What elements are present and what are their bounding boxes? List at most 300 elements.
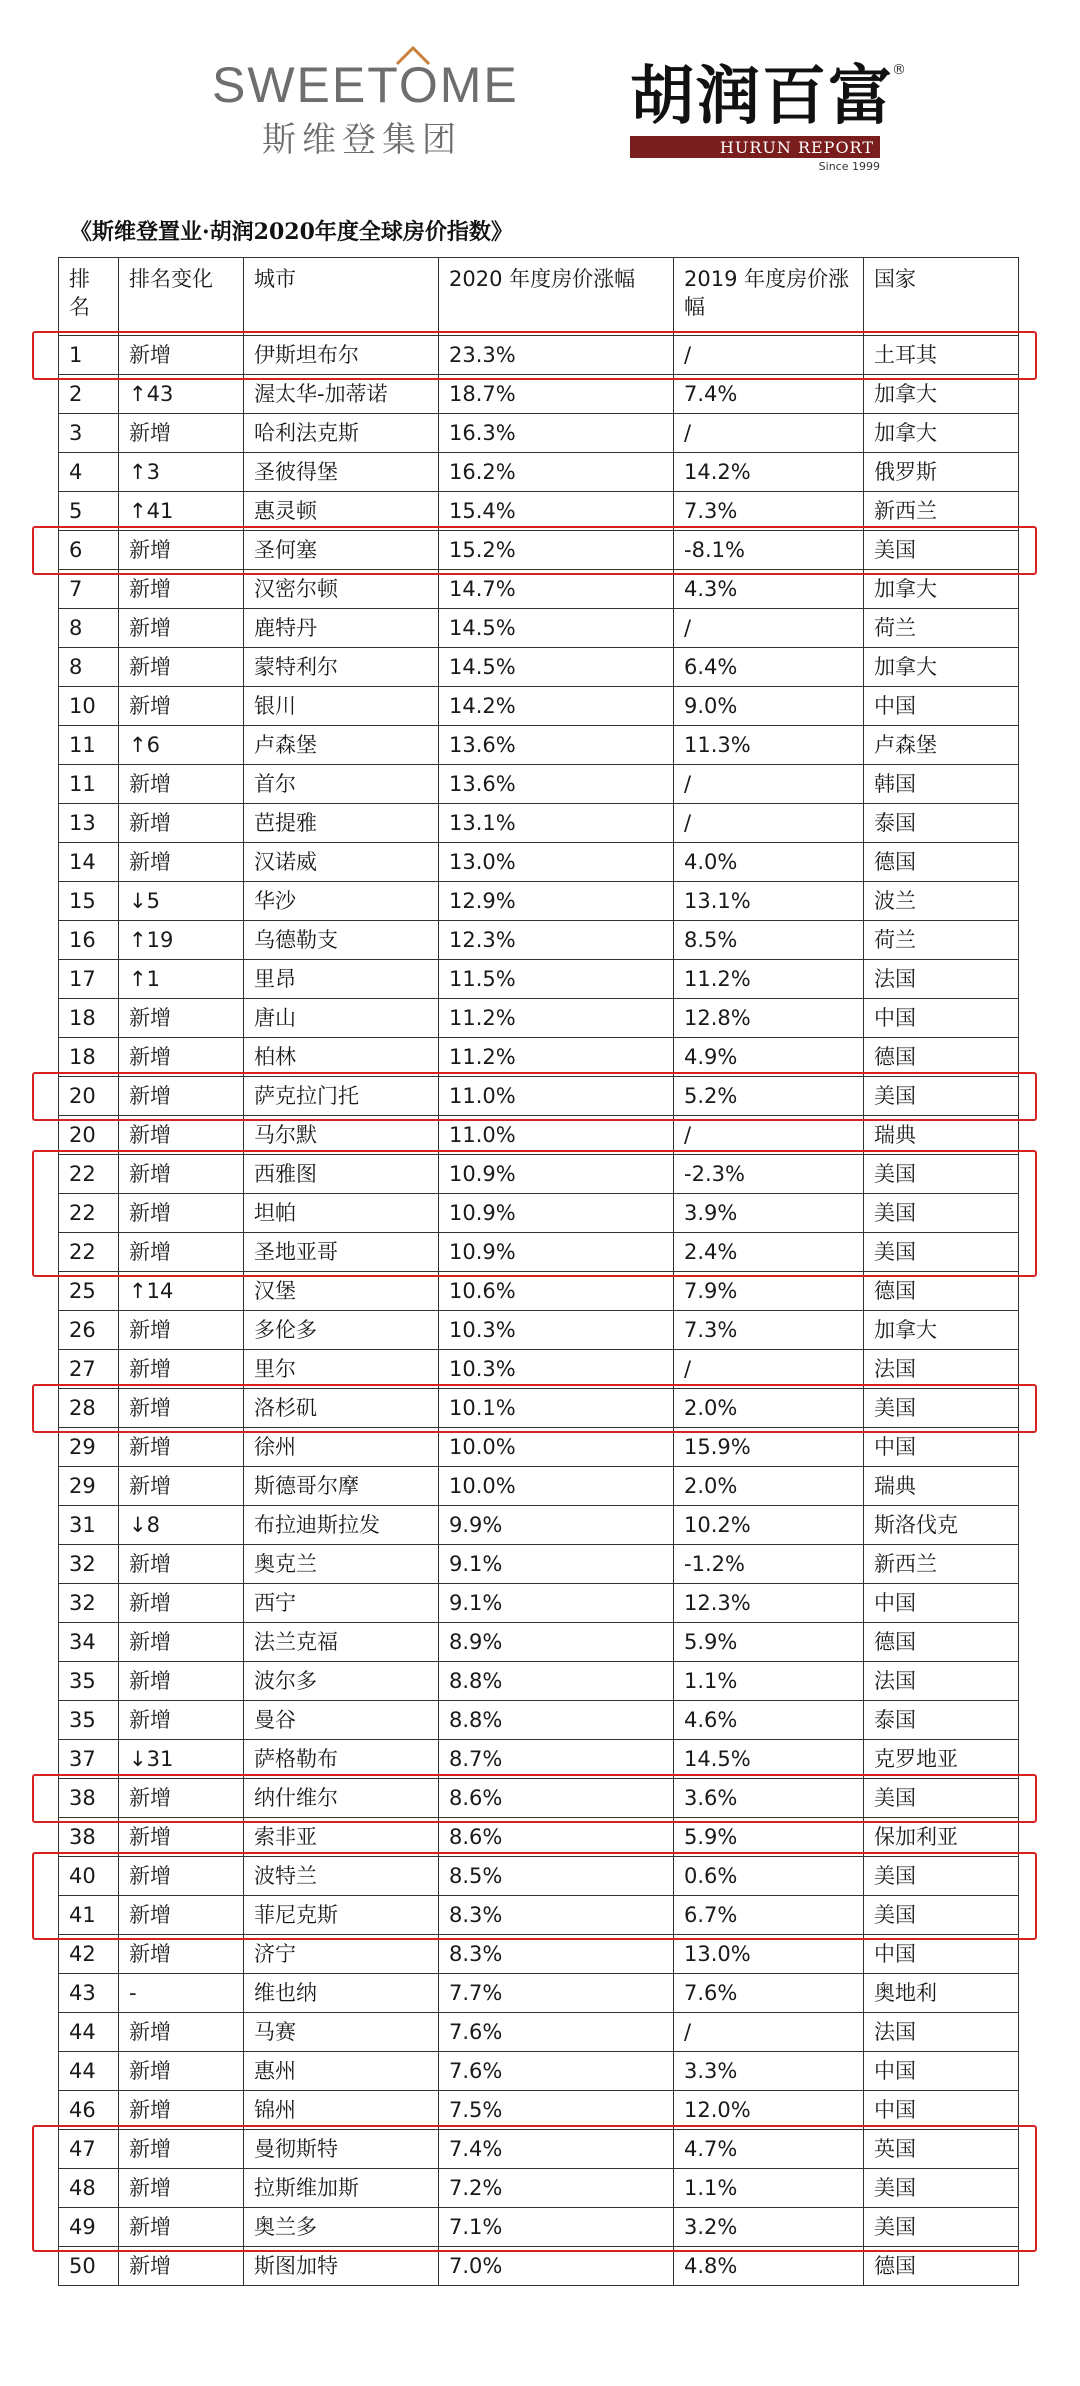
table-row	[59, 726, 1019, 765]
country-cell: 加拿大	[864, 375, 1019, 414]
growth-2019-cell: 2.4%	[674, 1233, 864, 1272]
country-cell: 俄罗斯	[864, 453, 1019, 492]
table-row	[59, 687, 1019, 726]
header-growth-2019: 2019 年度房价涨幅	[674, 258, 864, 336]
growth-2020-cell: 11.2%	[439, 1038, 674, 1077]
table-row	[59, 2208, 1019, 2247]
growth-2020-cell: 10.3%	[439, 1311, 674, 1350]
country-cell: 泰国	[864, 804, 1019, 843]
city-cell: 伊斯坦布尔	[244, 336, 439, 375]
rank-change-cell: 新增	[119, 1116, 244, 1155]
country-cell: 英国	[864, 2130, 1019, 2169]
city-cell: 徐州	[244, 1428, 439, 1467]
city-cell: 里尔	[244, 1350, 439, 1389]
rank-change-cell: -	[119, 1974, 244, 2013]
rank-cell: 48	[59, 2169, 119, 2208]
growth-2020-cell: 11.2%	[439, 999, 674, 1038]
growth-2020-cell: 14.7%	[439, 570, 674, 609]
table-row	[59, 921, 1019, 960]
growth-2019-cell: 5.2%	[674, 1077, 864, 1116]
rank-change-cell: 新增	[119, 1545, 244, 1584]
rank-change-cell: ↑3	[119, 453, 244, 492]
header-rank: 排名	[59, 258, 119, 336]
country-cell: 德国	[864, 2247, 1019, 2286]
country-cell: 加拿大	[864, 1311, 1019, 1350]
rank-change-cell: 新增	[119, 687, 244, 726]
table-row	[59, 1116, 1019, 1155]
country-cell: 加拿大	[864, 648, 1019, 687]
rank-cell: 44	[59, 2013, 119, 2052]
rank-change-cell: 新增	[119, 765, 244, 804]
table-row	[59, 2052, 1019, 2091]
rank-cell: 13	[59, 804, 119, 843]
growth-2020-cell: 14.2%	[439, 687, 674, 726]
growth-2020-cell: 8.9%	[439, 1623, 674, 1662]
rank-change-cell: 新增	[119, 1779, 244, 1818]
growth-2019-cell: 7.3%	[674, 492, 864, 531]
rank-change-cell: 新增	[119, 648, 244, 687]
city-cell: 鹿特丹	[244, 609, 439, 648]
house-price-index-table	[58, 257, 1019, 2286]
country-cell: 卢森堡	[864, 726, 1019, 765]
country-cell: 德国	[864, 1038, 1019, 1077]
growth-2020-cell: 7.4%	[439, 2130, 674, 2169]
growth-2020-cell: 7.5%	[439, 2091, 674, 2130]
rank-change-cell: 新增	[119, 2208, 244, 2247]
rank-change-cell: 新增	[119, 843, 244, 882]
growth-2020-cell: 11.0%	[439, 1077, 674, 1116]
table-row	[59, 1233, 1019, 1272]
table-row	[59, 1389, 1019, 1428]
country-cell: 法国	[864, 1350, 1019, 1389]
growth-2019-cell: /	[674, 1116, 864, 1155]
growth-2020-cell: 8.8%	[439, 1701, 674, 1740]
table-row	[59, 531, 1019, 570]
city-cell: 斯图加特	[244, 2247, 439, 2286]
table-row	[59, 843, 1019, 882]
table-row	[59, 1584, 1019, 1623]
city-cell: 锦州	[244, 2091, 439, 2130]
rank-cell: 28	[59, 1389, 119, 1428]
growth-2020-cell: 9.1%	[439, 1545, 674, 1584]
growth-2020-cell: 13.6%	[439, 726, 674, 765]
growth-2019-cell: 5.9%	[674, 1623, 864, 1662]
rank-change-cell: 新增	[119, 999, 244, 1038]
table-row	[59, 1857, 1019, 1896]
country-cell: 土耳其	[864, 336, 1019, 375]
country-cell: 德国	[864, 1272, 1019, 1311]
rank-change-cell: 新增	[119, 1584, 244, 1623]
rank-change-cell: 新增	[119, 1077, 244, 1116]
country-cell: 德国	[864, 843, 1019, 882]
growth-2019-cell: 5.9%	[674, 1818, 864, 1857]
sweetome-chinese-name: 斯维登集团	[262, 120, 462, 160]
city-cell: 汉密尔顿	[244, 570, 439, 609]
city-cell: 纳什维尔	[244, 1779, 439, 1818]
country-cell: 德国	[864, 1623, 1019, 1662]
table-row	[59, 882, 1019, 921]
growth-2020-cell: 13.0%	[439, 843, 674, 882]
city-cell: 法兰克福	[244, 1623, 439, 1662]
growth-2019-cell: 7.4%	[674, 375, 864, 414]
country-cell: 波兰	[864, 882, 1019, 921]
rank-cell: 15	[59, 882, 119, 921]
table-row	[59, 1272, 1019, 1311]
rank-cell: 38	[59, 1779, 119, 1818]
table-row	[59, 999, 1019, 1038]
city-cell: 华沙	[244, 882, 439, 921]
city-cell: 唐山	[244, 999, 439, 1038]
table-row	[59, 453, 1019, 492]
rank-cell: 7	[59, 570, 119, 609]
rank-change-cell: 新增	[119, 2091, 244, 2130]
rank-cell: 22	[59, 1233, 119, 1272]
city-cell: 济宁	[244, 1935, 439, 1974]
growth-2020-cell: 12.3%	[439, 921, 674, 960]
rank-change-cell: 新增	[119, 804, 244, 843]
rank-change-cell: 新增	[119, 414, 244, 453]
growth-2020-cell: 7.7%	[439, 1974, 674, 2013]
rank-cell: 10	[59, 687, 119, 726]
table-row	[59, 1896, 1019, 1935]
rank-cell: 14	[59, 843, 119, 882]
rank-cell: 1	[59, 336, 119, 375]
rank-cell: 44	[59, 2052, 119, 2091]
country-cell: 美国	[864, 1233, 1019, 1272]
rank-change-cell: 新增	[119, 1935, 244, 1974]
country-cell: 荷兰	[864, 609, 1019, 648]
growth-2019-cell: /	[674, 765, 864, 804]
table-row	[59, 1077, 1019, 1116]
growth-2020-cell: 8.5%	[439, 1857, 674, 1896]
rank-cell: 20	[59, 1077, 119, 1116]
growth-2019-cell: /	[674, 2013, 864, 2052]
rank-change-cell: 新增	[119, 1662, 244, 1701]
rank-change-cell: 新增	[119, 2013, 244, 2052]
growth-2020-cell: 13.6%	[439, 765, 674, 804]
growth-2020-cell: 16.2%	[439, 453, 674, 492]
city-cell: 奥兰多	[244, 2208, 439, 2247]
growth-2020-cell: 7.6%	[439, 2013, 674, 2052]
rank-cell: 35	[59, 1662, 119, 1701]
rank-cell: 32	[59, 1545, 119, 1584]
table-row	[59, 375, 1019, 414]
growth-2019-cell: 8.5%	[674, 921, 864, 960]
rank-cell: 17	[59, 960, 119, 999]
growth-2019-cell: 1.1%	[674, 2169, 864, 2208]
city-cell: 马尔默	[244, 1116, 439, 1155]
hurun-logo	[630, 60, 910, 173]
growth-2019-cell: 13.1%	[674, 882, 864, 921]
growth-2019-cell: 12.8%	[674, 999, 864, 1038]
country-cell: 加拿大	[864, 414, 1019, 453]
city-cell: 布拉迪斯拉发	[244, 1506, 439, 1545]
growth-2019-cell: /	[674, 414, 864, 453]
rank-cell: 6	[59, 531, 119, 570]
header-growth-2020: 2020 年度房价涨幅	[439, 258, 674, 336]
city-cell: 洛杉矶	[244, 1389, 439, 1428]
growth-2019-cell: 6.7%	[674, 1896, 864, 1935]
rank-change-cell: 新增	[119, 570, 244, 609]
growth-2019-cell: 3.3%	[674, 2052, 864, 2091]
rank-change-cell: 新增	[119, 1818, 244, 1857]
growth-2020-cell: 8.6%	[439, 1779, 674, 1818]
rank-cell: 49	[59, 2208, 119, 2247]
rank-change-cell: 新增	[119, 336, 244, 375]
growth-2020-cell: 10.1%	[439, 1389, 674, 1428]
growth-2019-cell: 10.2%	[674, 1506, 864, 1545]
country-cell: 新西兰	[864, 492, 1019, 531]
city-cell: 圣地亚哥	[244, 1233, 439, 1272]
growth-2020-cell: 15.4%	[439, 492, 674, 531]
city-cell: 萨格勒布	[244, 1740, 439, 1779]
growth-2020-cell: 10.0%	[439, 1428, 674, 1467]
table-row	[59, 1545, 1019, 1584]
rank-change-cell: 新增	[119, 1701, 244, 1740]
country-cell: 新西兰	[864, 1545, 1019, 1584]
country-cell: 美国	[864, 1896, 1019, 1935]
rank-change-cell: 新增	[119, 531, 244, 570]
country-cell: 中国	[864, 687, 1019, 726]
table-row	[59, 1506, 1019, 1545]
table-row	[59, 2013, 1019, 2052]
table-row	[59, 1350, 1019, 1389]
rank-change-cell: 新增	[119, 1857, 244, 1896]
country-cell: 中国	[864, 2091, 1019, 2130]
rank-change-cell: 新增	[119, 1155, 244, 1194]
rank-cell: 47	[59, 2130, 119, 2169]
rank-cell: 29	[59, 1467, 119, 1506]
growth-2019-cell: 4.8%	[674, 2247, 864, 2286]
rank-change-cell: 新增	[119, 1350, 244, 1389]
country-cell: 法国	[864, 2013, 1019, 2052]
growth-2020-cell: 10.0%	[439, 1467, 674, 1506]
growth-2019-cell: 13.0%	[674, 1935, 864, 1974]
rank-cell: 31	[59, 1506, 119, 1545]
rank-cell: 22	[59, 1194, 119, 1233]
rank-change-cell: 新增	[119, 1623, 244, 1662]
rank-change-cell: 新增	[119, 2169, 244, 2208]
growth-2019-cell: 7.9%	[674, 1272, 864, 1311]
city-cell: 西雅图	[244, 1155, 439, 1194]
growth-2019-cell: 15.9%	[674, 1428, 864, 1467]
city-cell: 汉诺威	[244, 843, 439, 882]
table-row	[59, 1038, 1019, 1077]
rank-change-cell: 新增	[119, 1311, 244, 1350]
rank-change-cell: 新增	[119, 1038, 244, 1077]
rank-cell: 46	[59, 2091, 119, 2130]
city-cell: 圣何塞	[244, 531, 439, 570]
rank-cell: 4	[59, 453, 119, 492]
header-city: 城市	[244, 258, 439, 336]
report-title: 《斯维登置业·胡润2020年度全球房价指数》	[70, 219, 513, 245]
growth-2020-cell: 16.3%	[439, 414, 674, 453]
city-cell: 银川	[244, 687, 439, 726]
growth-2019-cell: 1.1%	[674, 1662, 864, 1701]
rank-cell: 42	[59, 1935, 119, 1974]
table-row	[59, 804, 1019, 843]
growth-2020-cell: 10.9%	[439, 1194, 674, 1233]
growth-2020-cell: 10.9%	[439, 1233, 674, 1272]
rank-change-cell: ↓31	[119, 1740, 244, 1779]
city-cell: 里昂	[244, 960, 439, 999]
country-cell: 美国	[864, 2208, 1019, 2247]
growth-2019-cell: 3.9%	[674, 1194, 864, 1233]
rank-change-cell: ↑14	[119, 1272, 244, 1311]
roof-icon	[395, 44, 431, 66]
growth-2019-cell: 0.6%	[674, 1857, 864, 1896]
city-cell: 马赛	[244, 2013, 439, 2052]
country-cell: 克罗地亚	[864, 1740, 1019, 1779]
city-cell: 索非亚	[244, 1818, 439, 1857]
rank-cell: 8	[59, 609, 119, 648]
table-row	[59, 1311, 1019, 1350]
country-cell: 美国	[864, 1077, 1019, 1116]
growth-2019-cell: 11.3%	[674, 726, 864, 765]
table-row	[59, 765, 1019, 804]
table-row	[59, 1194, 1019, 1233]
city-cell: 多伦多	[244, 1311, 439, 1350]
rank-cell: 8	[59, 648, 119, 687]
table-row	[59, 414, 1019, 453]
rank-change-cell: ↓5	[119, 882, 244, 921]
rank-cell: 25	[59, 1272, 119, 1311]
growth-2020-cell: 14.5%	[439, 648, 674, 687]
city-cell: 渥太华-加蒂诺	[244, 375, 439, 414]
city-cell: 斯德哥尔摩	[244, 1467, 439, 1506]
city-cell: 蒙特利尔	[244, 648, 439, 687]
country-cell: 法国	[864, 1662, 1019, 1701]
table-row	[59, 1662, 1019, 1701]
rank-change-cell: 新增	[119, 2130, 244, 2169]
country-cell: 中国	[864, 1584, 1019, 1623]
rank-change-cell: 新增	[119, 609, 244, 648]
table-row	[59, 570, 1019, 609]
city-cell: 维也纳	[244, 1974, 439, 2013]
country-cell: 美国	[864, 1194, 1019, 1233]
rank-cell: 11	[59, 765, 119, 804]
growth-2019-cell: 12.0%	[674, 2091, 864, 2130]
rank-change-cell: ↓8	[119, 1506, 244, 1545]
growth-2019-cell: /	[674, 804, 864, 843]
city-cell: 惠州	[244, 2052, 439, 2091]
rank-change-cell: 新增	[119, 1233, 244, 1272]
table-row	[59, 1740, 1019, 1779]
growth-2020-cell: 8.7%	[439, 1740, 674, 1779]
growth-2020-cell: 10.3%	[439, 1350, 674, 1389]
table-header-row	[59, 258, 1019, 336]
country-cell: 韩国	[864, 765, 1019, 804]
city-cell: 首尔	[244, 765, 439, 804]
sweetome-logo	[212, 56, 519, 162]
city-cell: 圣彼得堡	[244, 453, 439, 492]
header-logos	[0, 0, 1080, 185]
growth-2020-cell: 10.9%	[439, 1155, 674, 1194]
table-row	[59, 2091, 1019, 2130]
country-cell: 中国	[864, 2052, 1019, 2091]
rank-cell: 18	[59, 999, 119, 1038]
growth-2019-cell: 7.6%	[674, 1974, 864, 2013]
table-row	[59, 1623, 1019, 1662]
growth-2020-cell: 11.0%	[439, 1116, 674, 1155]
rank-cell: 29	[59, 1428, 119, 1467]
rank-cell: 40	[59, 1857, 119, 1896]
table-row	[59, 2130, 1019, 2169]
growth-2020-cell: 23.3%	[439, 336, 674, 375]
growth-2019-cell: 7.3%	[674, 1311, 864, 1350]
growth-2019-cell: 12.3%	[674, 1584, 864, 1623]
table-row	[59, 1818, 1019, 1857]
country-cell: 中国	[864, 1428, 1019, 1467]
table-row	[59, 1935, 1019, 1974]
growth-2020-cell: 18.7%	[439, 375, 674, 414]
rank-change-cell: 新增	[119, 1467, 244, 1506]
growth-2019-cell: -2.3%	[674, 1155, 864, 1194]
growth-2019-cell: /	[674, 336, 864, 375]
growth-2020-cell: 8.3%	[439, 1935, 674, 1974]
growth-2020-cell: 14.5%	[439, 609, 674, 648]
rank-cell: 35	[59, 1701, 119, 1740]
city-cell: 坦帕	[244, 1194, 439, 1233]
rank-cell: 22	[59, 1155, 119, 1194]
growth-2019-cell: 4.3%	[674, 570, 864, 609]
rank-cell: 18	[59, 1038, 119, 1077]
rank-change-cell: ↑6	[119, 726, 244, 765]
growth-2019-cell: 3.2%	[674, 2208, 864, 2247]
hurun-english-bar	[630, 136, 880, 158]
growth-2020-cell: 7.1%	[439, 2208, 674, 2247]
city-cell: 哈利法克斯	[244, 414, 439, 453]
growth-2019-cell: 4.9%	[674, 1038, 864, 1077]
table-row	[59, 1428, 1019, 1467]
table-row	[59, 1155, 1019, 1194]
table-row	[59, 1701, 1019, 1740]
growth-2019-cell: 6.4%	[674, 648, 864, 687]
table-row	[59, 492, 1019, 531]
growth-2020-cell: 10.6%	[439, 1272, 674, 1311]
city-cell: 波特兰	[244, 1857, 439, 1896]
country-cell: 斯洛伐克	[864, 1506, 1019, 1545]
rank-cell: 43	[59, 1974, 119, 2013]
growth-2020-cell: 9.9%	[439, 1506, 674, 1545]
growth-2019-cell: 4.6%	[674, 1701, 864, 1740]
city-cell: 萨克拉门托	[244, 1077, 439, 1116]
growth-2019-cell: 14.2%	[674, 453, 864, 492]
rank-change-cell: 新增	[119, 1896, 244, 1935]
table-row	[59, 609, 1019, 648]
rank-cell: 27	[59, 1350, 119, 1389]
growth-2020-cell: 8.6%	[439, 1818, 674, 1857]
rank-change-cell: ↑19	[119, 921, 244, 960]
rank-cell: 34	[59, 1623, 119, 1662]
country-cell: 瑞典	[864, 1467, 1019, 1506]
growth-2020-cell: 8.3%	[439, 1896, 674, 1935]
rank-cell: 41	[59, 1896, 119, 1935]
country-cell: 法国	[864, 960, 1019, 999]
growth-2019-cell: /	[674, 1350, 864, 1389]
growth-2020-cell: 9.1%	[439, 1584, 674, 1623]
growth-2020-cell: 12.9%	[439, 882, 674, 921]
growth-2019-cell: 2.0%	[674, 1467, 864, 1506]
growth-2019-cell: -1.2%	[674, 1545, 864, 1584]
growth-2019-cell: 14.5%	[674, 1740, 864, 1779]
header-rank-change: 排名变化	[119, 258, 244, 336]
rank-cell: 50	[59, 2247, 119, 2286]
rank-cell: 5	[59, 492, 119, 531]
city-cell: 柏林	[244, 1038, 439, 1077]
table-row	[59, 960, 1019, 999]
growth-2019-cell: 4.0%	[674, 843, 864, 882]
